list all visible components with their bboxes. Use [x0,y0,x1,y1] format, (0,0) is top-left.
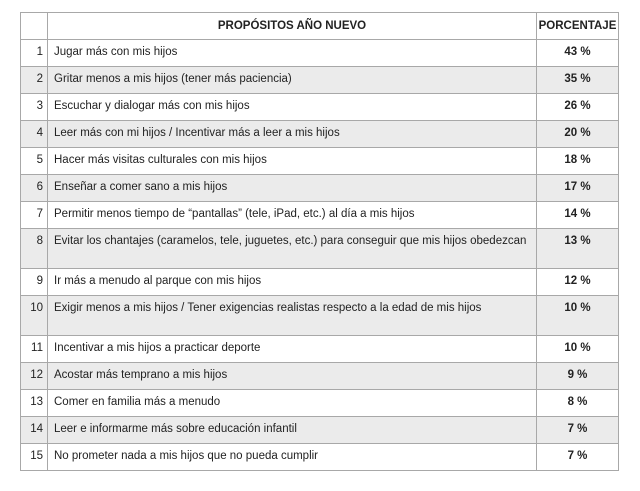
row-number: 9 [21,269,48,296]
row-percent: 7 % [537,417,619,444]
table-row [21,444,619,471]
table-row [21,296,619,336]
header-number [21,13,48,40]
row-percent: 8 % [537,390,619,417]
row-number: 14 [21,417,48,444]
table-row [21,40,619,67]
row-percent: 13 % [537,229,619,269]
row-purpose: Leer e informarme más sobre educación infantil [48,417,537,444]
table-row [21,148,619,175]
row-number: 12 [21,363,48,390]
row-number: 2 [21,67,48,94]
row-percent: 14 % [537,202,619,229]
row-number: 5 [21,148,48,175]
row-percent: 26 % [537,94,619,121]
row-percent: 43 % [537,40,619,67]
row-number: 6 [21,175,48,202]
row-purpose: Evitar los chantajes (caramelos, tele, juguetes, etc.) para conseguir que mis hijos obedezcan [48,229,537,269]
row-number: 15 [21,444,48,471]
table-row [21,336,619,363]
row-percent: 18 % [537,148,619,175]
table-row [21,202,619,229]
row-number: 4 [21,121,48,148]
row-purpose: Ir más a menudo al parque con mis hijos [48,269,537,296]
row-percent: 10 % [537,336,619,363]
row-percent: 35 % [537,67,619,94]
row-percent: 17 % [537,175,619,202]
row-purpose: Acostar más temprano a mis hijos [48,363,537,390]
table-body [21,40,619,471]
table-row [21,363,619,390]
table-row [21,229,619,269]
row-purpose: Comer en familia más a menudo [48,390,537,417]
row-purpose: Escuchar y dialogar más con mis hijos [48,94,537,121]
row-percent: 10 % [537,296,619,336]
row-percent: 7 % [537,444,619,471]
row-number: 13 [21,390,48,417]
table-row [21,269,619,296]
row-number: 10 [21,296,48,336]
row-purpose: Incentivar a mis hijos a practicar deporte [48,336,537,363]
row-number: 3 [21,94,48,121]
row-percent: 12 % [537,269,619,296]
row-percent: 9 % [537,363,619,390]
row-percent: 20 % [537,121,619,148]
table-row [21,67,619,94]
table-row [21,417,619,444]
row-purpose: No prometer nada a mis hijos que no pueda cumplir [48,444,537,471]
row-purpose: Hacer más visitas culturales con mis hijos [48,148,537,175]
table-row [21,94,619,121]
row-number: 8 [21,229,48,269]
header-percent: PORCENTAJE [537,13,619,40]
table-header-row [21,13,619,40]
row-purpose: Exigir menos a mis hijos / Tener exigencias realistas respecto a la edad de mis hijos [48,296,537,336]
row-number: 1 [21,40,48,67]
header-purpose: PROPÓSITOS AÑO NUEVO [48,13,537,40]
row-purpose: Gritar menos a mis hijos (tener más paciencia) [48,67,537,94]
table-row [21,121,619,148]
row-purpose: Jugar más con mis hijos [48,40,537,67]
purposes-table [20,12,619,471]
purposes-table-container [20,12,618,471]
row-number: 11 [21,336,48,363]
row-purpose: Enseñar a comer sano a mis hijos [48,175,537,202]
table-row [21,390,619,417]
row-purpose: Leer más con mi hijos / Incentivar más a leer a mis hijos [48,121,537,148]
table-row [21,175,619,202]
row-purpose: Permitir menos tiempo de “pantallas” (tele, iPad, etc.) al día a mis hijos [48,202,537,229]
row-number: 7 [21,202,48,229]
